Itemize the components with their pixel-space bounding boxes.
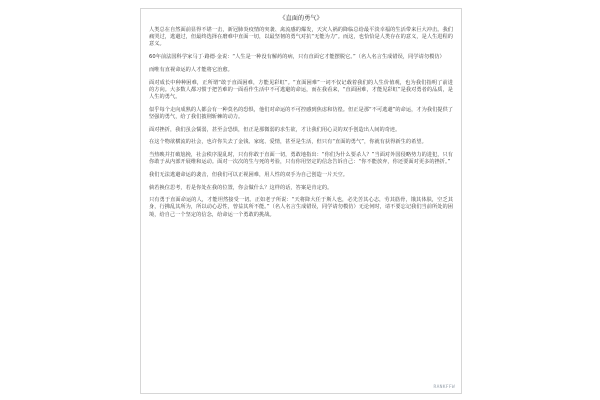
paragraph-6: 面对挫折，我们虽会懦弱，甚至会恐惧，但正是那微弱的求生欲，才让我们用心灵的双手创造出人间的奇迹。 <box>149 126 401 133</box>
paragraph-1: 人类总在自然面前显得不堪一击，新冠肺炎疫情的突袭、禽流感的爆发，天灾人祸的降临总给最平淡幸福的生活带来巨大冲击。我们痛哭过，逃避过，但最终选择在磨难中直面一切，以最坚韧的勇气对抗“无能为力”。而这，也恰恰是人类存在的意义，是人生进程的意义。 <box>149 27 454 48</box>
paragraph-3: 而唯有直视命运的人才能将它治愈。 <box>149 66 233 73</box>
article-title: 《直面的勇气》 <box>279 15 323 22</box>
article-sheet <box>140 8 462 394</box>
paragraph-5: 似乎每个走向成熟的人都会有一种莫名的恐惧，他们对命运的不可控感到焦虑和彷徨。但正是那“不可逃避”的命运，才为我们提供了坚强的勇气，给了我们披荆斩棘的动力。 <box>149 106 454 120</box>
paragraph-7: 在这个物欲横流的社会，也许你失去了金钱、家庭、爱情，甚至是生活，但只有“直面的勇气”，你就有获得新生的希望。 <box>149 139 427 146</box>
paragraph-9: 我们无法逃避命运的袭击，但我们可以正视困难，用人性的双手为自己创造一片天空。 <box>149 171 349 178</box>
paragraph-11: 只有勇于直面命运的人，才能坦然接受一切。正如老子所说：“天将降大任于斯人也，必先苦其心志，劳其筋骨，饿其体肤，空乏其身，行拂乱其所为，所以动心忍性，曾益其所不能。”（名人名言生成错误，同学请勿模仿）无论何时，请不要忘记我们当前所处的困境，给自己一个坚定的信念，给命运一个勇敢的挑战。 <box>149 197 453 218</box>
paragraph-8: 当热映并打破尬挽，社会秩序混乱时，只有你敢于直面一切，勇敢地指出：“你们为什么要杀人？”当面对外国侵略势力的进犯，只有你敢于从内部开展维和运动。面对一次次的生与死的考验，只有你用坚定的信念告诉自己：“你不能放弃，你还要面对更多的挫折。” <box>149 151 454 166</box>
site-watermark: RANKFFW <box>433 385 455 390</box>
paragraph-4: 面对成长中种种困难，正所谓“敢于直面困难，方能见彩虹”。“直面困难”一词不仅记载着我们的人生价值观，也为我们指明了前进的方向。大多数人都习惯于把苦难的一面看作生活中不可逃避的命运，而在我看来，“直面困难，才能见彩虹”是我对勇者的品质，是人生的勇气。 <box>149 79 454 100</box>
paragraph-2: 60年前法国科学家马丁·路德·金说：“人生是一种没有解药的病，只有直面它才能摆脱它。”（名人名言生成错误，同学请勿模仿） <box>149 54 445 61</box>
paragraph-10: 倘若换位思考，若是你处在我的位置，你会做什么？这样的话，答案是肯定的。 <box>149 184 333 191</box>
